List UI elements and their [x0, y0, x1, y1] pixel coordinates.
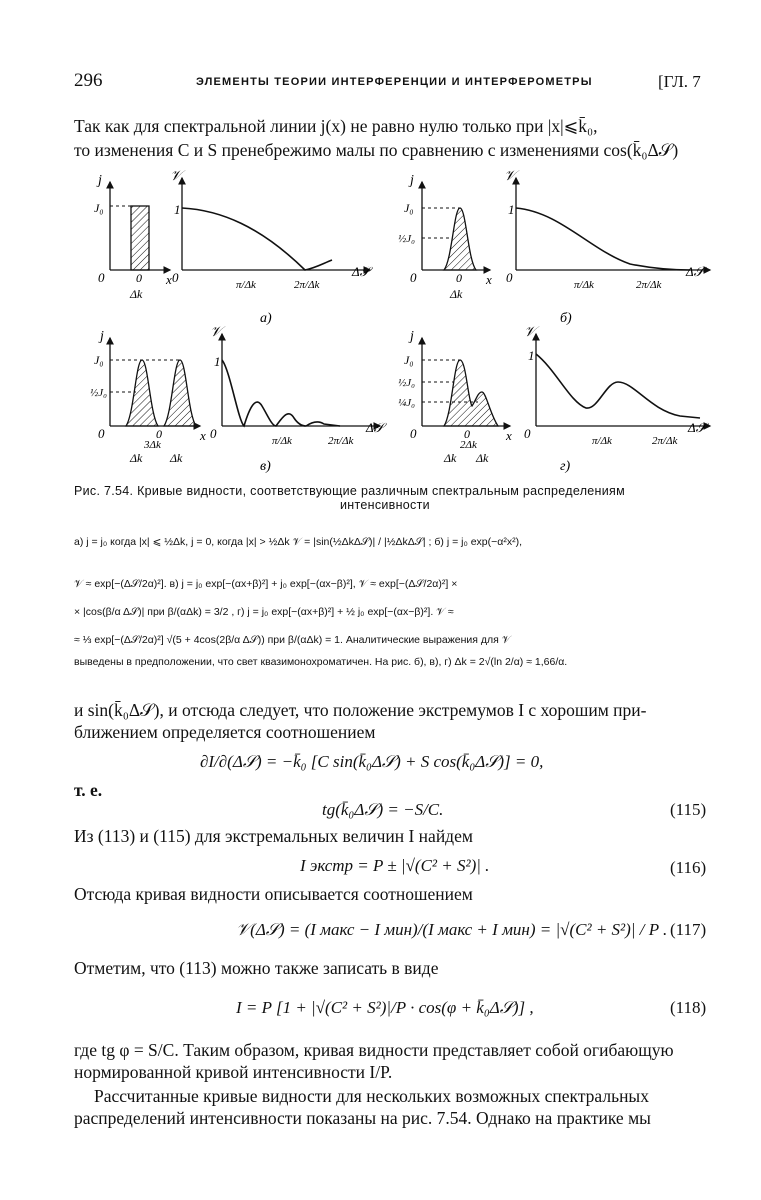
svg-text:j: j [410, 329, 414, 344]
para-1-line-1: и sin(k̄₀Δ𝒮), и отсюда следует, что положение экстремумов I с хорошим при- [74, 700, 647, 720]
equation-117: 𝒱(Δ𝒮) = (I макс − I мин)/(I макс + I мин) = |√(C² + S²)| / P . [236, 920, 668, 939]
svg-text:0: 0 [524, 426, 531, 441]
label-x: x [166, 272, 172, 287]
formula-line-1: а) j = j₀ когда |x| ⩽ ½Δk, j = 0, когда |x| > ½Δk 𝒱 = |sin(½ΔkΔ𝒮)| / |½ΔkΔ𝒮| ; б) j = j₀ exp(−α²x²), [74, 536, 523, 548]
svg-text:Δk: Δk [170, 451, 183, 465]
equation-115: tg(k̄₀Δ𝒮) = −S/C. [322, 800, 444, 819]
equation-number-115: (115) [670, 800, 707, 819]
panel-a [94, 170, 374, 326]
svg-text:2π/Δk: 2π/Δk [328, 435, 354, 447]
equation-number-117: (117) [670, 920, 707, 939]
svg-text:½J₀: ½J₀ [398, 377, 415, 389]
equation-118: I = P [1 + |√(C² + S²)|/P · cos(φ + k̄₀Δ𝒮)] , [236, 998, 534, 1017]
svg-text:𝒱: 𝒱 [524, 325, 536, 340]
svg-text:½J₀: ½J₀ [398, 233, 415, 245]
panel-label-a: a) [260, 311, 272, 326]
svg-text:0: 0 [410, 270, 417, 285]
svg-text:x: x [506, 428, 512, 443]
svg-text:2π/Δk: 2π/Δk [636, 279, 662, 291]
label-j0: J₀ [94, 201, 104, 215]
svg-text:J₀: J₀ [94, 353, 104, 367]
svg-text:Δk: Δk [476, 451, 489, 465]
figure-caption: Рис. 7.54. Кривые видности, соответствующие различным спектральным распределениям [74, 484, 625, 498]
page-number: 296 [74, 70, 103, 91]
para-6-line-2: распределений интенсивности показаны на рис. 7.54. Однако на практике мы [74, 1108, 651, 1128]
svg-text:π/Δk: π/Δk [574, 279, 594, 291]
para-3: Отсюда кривая видности описывается соотношением [74, 884, 473, 904]
svg-text:0: 0 [98, 426, 105, 441]
svg-text:0: 0 [410, 426, 417, 441]
visibility-curve-c [222, 360, 340, 426]
svg-text:J₀: J₀ [404, 353, 414, 367]
equation-derivative: ∂I/∂(Δ𝒮) = −k̄₀ [C sin(k̄₀Δ𝒮) + S cos(k̄₀Δ𝒮)] = 0, [200, 752, 544, 771]
svg-text:Δ𝒮: Δ𝒮 [686, 264, 704, 279]
svg-text:j: j [410, 173, 414, 188]
formula-line-2: 𝒱 ≈ exp[−(Δ𝒮/2α)²]. в) j = j₀ exp[−(αx+β)²] + j₀ exp[−(αx−β)²], 𝒱 ≈ exp[−(Δ𝒮/2α)²] × [74, 578, 458, 590]
tick-2pi-a: 2π/Δk [294, 279, 320, 291]
svg-text:½J₀: ½J₀ [90, 387, 107, 399]
svg-text:1: 1 [214, 354, 221, 369]
label-dS-a: Δ𝒮 [352, 264, 370, 279]
label-one: 1 [174, 202, 181, 217]
svg-text:0: 0 [506, 270, 513, 285]
equation-number-116: (116) [670, 858, 707, 877]
intro-line-1: Так как для спектральной линии j(x) не равно нулю только при |x|⩽k̄₀, [74, 116, 598, 136]
figure-7-54 [70, 170, 730, 480]
svg-text:3Δk: 3Δk [144, 439, 161, 451]
para-1-line-2: ближением определяется соотношением [74, 722, 376, 742]
svg-text:Δk: Δk [130, 451, 143, 465]
svg-text:Δ𝒮: Δ𝒮 [366, 420, 384, 435]
svg-text:x: x [486, 272, 492, 287]
panel-label-c: в) [260, 459, 271, 474]
intro-line-2: то изменения C и S пренебрежимо малы по сравнению с изменениями cos(k̄₀Δ𝒮) [74, 140, 679, 160]
panel-c [90, 325, 388, 474]
para-5-line-2: нормированной кривой интенсивности I/P. [74, 1062, 393, 1082]
figure-caption-2: интенсивности [340, 498, 430, 512]
label-zero-mid: 0 [136, 271, 142, 285]
formula-line-5: выведены в предположении, что свет квазимонохроматичен. На рис. б), в), г) Δk = 2√(ln 2/α) ≈ 1,66/α. [74, 656, 568, 668]
formula-line-4: ≈ ⅓ exp[−(Δ𝒮/2α)²] √(5 + 4cos(2β/α Δ𝒮)) при β/(αΔk) = 1. Аналитические выражения для 𝒱 [74, 634, 511, 646]
svg-text:2Δk: 2Δk [460, 439, 477, 451]
svg-text:x: x [200, 428, 206, 443]
chapter-marker: [ГЛ. 7 [658, 72, 701, 91]
te-label: т. е. [74, 780, 103, 800]
svg-text:1: 1 [528, 348, 535, 363]
svg-text:2π/Δk: 2π/Δk [652, 435, 678, 447]
panel-d [398, 325, 710, 474]
svg-text:π/Δk: π/Δk [592, 435, 612, 447]
label-zero: 0 [98, 270, 105, 285]
svg-text:0: 0 [456, 271, 462, 285]
svg-text:0: 0 [156, 427, 162, 441]
svg-text:J₀: J₀ [404, 201, 414, 215]
label-V: 𝒱 [170, 170, 182, 184]
panel-label-b: б) [560, 311, 572, 326]
svg-text:1: 1 [508, 202, 515, 217]
svg-text:0: 0 [172, 270, 179, 285]
svg-text:Δk: Δk [450, 287, 463, 301]
svg-text:Δ𝒮: Δ𝒮 [688, 420, 706, 435]
visibility-curve-d [536, 354, 700, 418]
formula-line-3: × |cos(β/α Δ𝒮)| при β/(αΔk) = 3/2 , г) j = j₀ exp[−(αx+β)²] + ½ j₀ exp[−(αx−β)²]. 𝒱 ≈ [74, 606, 454, 618]
gauss-spectrum [444, 208, 476, 270]
para-5-line-1: где tg φ = S/C. Таким образом, кривая видности представляет собой огибающую [74, 1040, 674, 1060]
running-title: ЭЛЕМЕНТЫ ТЕОРИИ ИНТЕРФЕРЕНЦИИ И ИНТЕРФЕРОМЕТРЫ [196, 76, 593, 88]
visibility-curve-a [182, 208, 332, 270]
para-6-line-1: Рассчитанные кривые видности для нескольких возможных спектральных [94, 1086, 649, 1106]
para-2: Из (113) и (115) для экстремальных величин I найдем [74, 826, 473, 846]
panel-label-d: г) [560, 459, 571, 474]
para-4: Отметим, что (113) можно также записать в виде [74, 958, 439, 978]
visibility-curve-b [516, 208, 690, 270]
rect-spectrum [131, 206, 149, 270]
svg-text:¼J₀: ¼J₀ [398, 397, 415, 409]
svg-text:Δk: Δk [444, 451, 457, 465]
label-dk: Δk [130, 287, 143, 301]
panel-b [398, 170, 710, 326]
svg-text:𝒱: 𝒱 [210, 325, 222, 340]
svg-text:0: 0 [210, 426, 217, 441]
svg-text:0: 0 [464, 427, 470, 441]
label-j: j [98, 173, 102, 188]
equation-number-118: (118) [670, 998, 707, 1017]
equation-116: I экстр = P ± |√(C² + S²)| . [300, 856, 490, 875]
svg-text:𝒱: 𝒱 [504, 170, 516, 184]
svg-text:π/Δk: π/Δk [272, 435, 292, 447]
svg-text:j: j [100, 329, 104, 344]
tick-pi-a: π/Δk [236, 279, 256, 291]
